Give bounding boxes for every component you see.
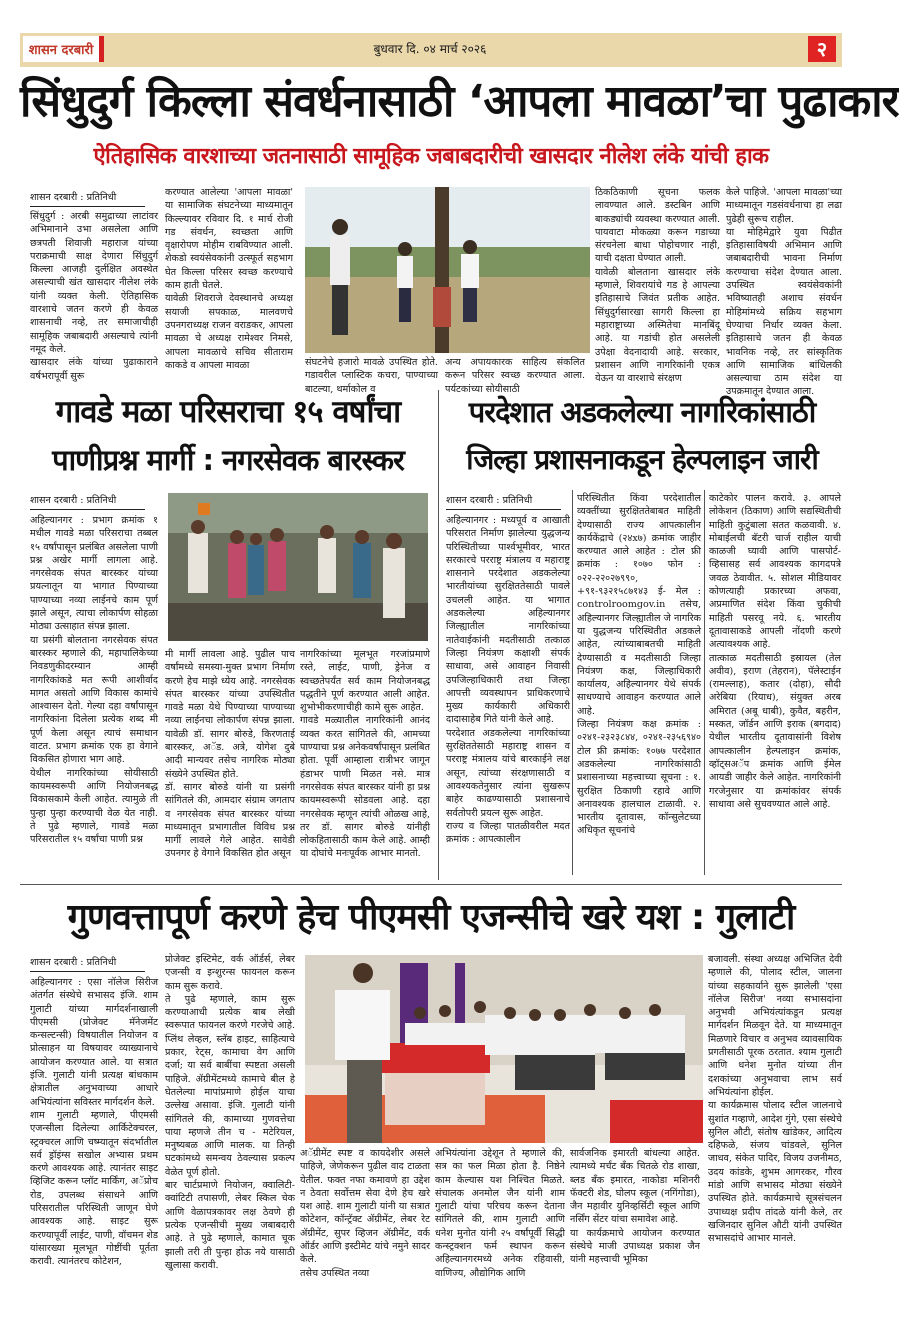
article1-col6: केले पाहिजे. 'आपला मावळा'च्या माध्यमातून गडसंवर्धनाचा हा लढा पुढेही सुरूच राहील. या मोहिमेद्वारे युवा पिढीत इतिहासाविषयी अभिमान आणि जबाबदारीची भावना निर्माण करण्याचा संदेश देण्यात आला. उपस्थित स्वयंसेवकांनी भविष्यातही अशाच संवर्धन मोहिमांमध्ये सक्रिय सहभाग घेण्याचा निर्धार व्यक्त केला. इतिहासाचे जतन ही केवळ भावनिक नव्हे, तर सांस्कृतिक आणि सामाजिक बांधिलकी असल्याचा ठाम संदेश या उपक्रमातून देण्यात आला. xyxy=(726,187,842,398)
article4-byline: शासन दरबारी : प्रतिनिधी xyxy=(30,955,145,972)
article2-col1: अहिल्यानगर : प्रभाग क्रमांक १ मधील गावडे मळा परिसराचा तब्बल १५ वर्षांपासून प्रलंबित असलेला पाणी प्रश्न अखेर मार्गी लागला आहे. नगरसेवक संपत बारस्कर यांच्या प्रयत्नातून या भागात पिण्याच्या पाण्याच्या नव्या लाईनचे काम पूर्ण झाले असून, त्याचा लोकार्पण सोहळा मोठ्या उत्साहात संपन्न झाला. या प्रसंगी बोलताना नगरसेवक संपत बारस्कर म्हणाले की, महापालिकेच्या निवडणुकीदरम्यान आम्ही नागरिकांकडे मत रूपी आशीर्वाद मागत असतो आणि विकास कामांचे आश्वासन देतो. गेल्या दहा वर्षांपासून नागरिकांना दिलेला प्रत्येक शब्द मी पूर्ण केला असून त्याचं समाधान वाटत. प्रभाग क्रमांक एक हा वेगाने विकसित होणारा भाग आहे. येथील नागरिकांच्या सोयीसाठी कायमस्वरूपी आणि नियोजनबद्ध विकासकामे केली आहेत. त्यामुळे ती पुन्हा पुन्हा करण्याची वेळ येत नाही. ते पुढे म्हणाले, गावडे मळा परिसरातील १५ वर्षांचा पाणी प्रश्न xyxy=(30,515,158,846)
article2-photo-inauguration xyxy=(168,493,428,641)
issue-date: बुधवार दि. ०४ मार्च २०२६ xyxy=(373,42,487,56)
article4-col2: प्रोजेक्ट इस्टिमेट, वर्क ऑर्डर्स, लेबर एजन्सी व इन्शुरन्स फायनल करून काम सुरू करावे. ते पुढे म्हणाले, काम सुरू करण्याआधी प्रत्येक बाब लेखी स्वरूपात फायनल करणे गरजेचे आहे. प्लिंथ लेव्हल, स्लॅब हाइट, साहित्याचे प्रकार, रेट्स, कामाचा वेग आणि दर्जा; या सर्व बाबींचा स्पष्टता असली पाहिजे. ॲग्रीमेंटमध्ये कामाचे बील हे घेतलेल्या मापांप्रमाणे होईल याचा उल्लेख असावा. इंजि. गुलाटी यांनी सांगितले की, कामाच्या गुणवत्तेचा पाया म्हणजे तीन च - मटेरियल, मनुष्यबळ आणि मालक. या तिन्ही घटकांमध्ये समन्वय ठेवल्यास प्रकल्प वेळेत पूर्ण होतो. बार चार्टप्रमाणे नियोजन, क्वालिटी-क्वांटिटी तपासणी, लेबर स्किल चेक आणि वेळापत्रकावर लक्ष ठेवणे ही प्रत्येक एजन्सीची मुख्य जबाबदारी आहे. ते पुढे म्हणाले, कामात चूक झाली तरी ती पुन्हा होऊ नये यासाठी खुलासा करावी. xyxy=(165,954,295,1271)
article3-col2: परिस्थितीत किंवा परदेशातील व्यक्तींच्या सुरक्षिततेबाबत माहिती देण्यासाठी राज्य आपत्कालीन कार्यकेंद्राचे (२४x७) क्रमांक जाहीर करण्यात आले आहेत : टोल फ्री क्रमांक : १०७० फोन : ०२२-२२०२७९९०, +९१-९३२१५८७१४३ ई- मेल : controlroomgov.in तसेच, अहिल्यानगर जिल्ह्यातील जे नागरिक या युद्धजन्य परिस्थितीत अडकले आहेत, त्यांच्याबाबतची माहिती देण्यासाठी व मदतीसाठी जिल्हा नियंत्रण कक्ष, जिल्हाधिकारी कार्यालय, अहिल्यानगर येथे संपर्क साधण्याचे आवाहन करण्यात आले आहे. जिल्हा नियंत्रण कक्ष क्रमांक : ०२४१-२३२३८४४, ०२४१-२३५६९४० टोल फ्री क्रमांक: १०७७ परदेशात अडकलेल्या नागरिकांसाठी प्रशासनाच्या महत्त्वाच्या सूचना : १. सुरक्षित ठिकाणी रहावे आणि अनावश्यक हालचाल टाळावी. २. भारतीय दूतावास, कॉन्सुलेटच्या अधिकृत सूचनांचे xyxy=(577,493,701,837)
article4-headline: गुणवत्तापूर्ण करणे हेच पीएमसी एजन्सीचे खरे यश : गुलाटी xyxy=(67,897,795,938)
article1-byline: शासन दरबारी : प्रतिनिधी xyxy=(30,190,145,207)
article1-headline: सिंधुदुर्ग किल्ला संवर्धनासाठी ‘आपला मावळा’चा पुढाकार xyxy=(20,76,899,127)
article4-col3: अॅग्रीमेंट स्पष्ट व कायदेशीर असले पाहिजे, जेणेकरून पुढील वाद टाळता येतील. फक्त नफा कमावणे हा उद्देश न ठेवता सर्वोत्तम सेवा देणे हेच खरे यश आहे. शाम गुलाटी यांनी या सत्रात कोटेशन, कॉन्ट्रॅक्ट ॲग्रीमेंट, लेबर रेट ॲग्रीमेंट, सुपर व्हिजन ॲग्रीमेंट, वर्क ऑर्डर आणि इस्टीमेट यांचे नमुने सादर केले. तसेच उपस्थित नव्या xyxy=(300,1148,430,1279)
article1-subheadline: ऐतिहासिक वारशाच्या जतनासाठी सामूहिक जबाबदारीची खासदार नीलेश लंके यांची हाक xyxy=(93,144,769,169)
article3-headline-line1: परदेशात अडकलेल्या नागरिकांसाठी xyxy=(468,395,816,429)
article4-col5: सार्वजनिक इमारती बांधल्या आहेत. त्यामध्ये मर्चंट बँक चितळे रोड शाखा, ब्लड बँक इमारत, नाकोडा मशिनरी फॅक्टरी शेड, घोलप स्कूल (नगिंगोडा), जैन महावीर युनिव्हर्सिटी स्कूल आणि नर्सिंग सेंटर यांचा समावेश आहे. या कार्यक्रमाचे आयोजन करण्यात संस्थेचे माजी उपाध्यक्ष प्रकाश जैन यांनी महत्त्वाची भूमिका xyxy=(570,1148,700,1266)
article2-col3: नागरिकांच्या मूलभूत गरजांप्रमाणे रस्ते, लाईट, पाणी, ड्रेनेज व स्वच्छतेपर्यंत सर्व काम नियोजनबद्ध पद्धतीने पूर्ण करण्यात आली आहेत. शुभोभीकरणाचीही कामे सुरू आहेत. गावडे मळ्यातील नागरिकांनी आनंद व्यक्त करत सांगितले की, आमच्या पाण्याचा प्रश्न अनेकवर्षांपासून प्रलंबित होता. पूर्वी आम्हाला रात्रीभर जागून हंडाभर पाणी मिळत नसे. मात्र नगरसेवक संपत बारस्कर यांनी हा प्रश्न कायमस्वरूपी सोडवला आहे. दहा नगरसेवक म्हणून त्यांची ओळख आहे, तर डॉ. सागर बोरुडे यांनीही लोकहितासाठी काम केले आहे. आम्ही या दोघांचे मनःपूर्वक आभार मानतो. xyxy=(300,649,430,860)
article2-col2: मी मार्गी लावला आहे. पुढील पाच वर्षांमध्ये समस्या-मुक्त प्रभाग निर्माण करणे हेच माझे ध्येय आहे. नगरसेवक संपत बारस्कर यांच्या उपस्थितीत गावडे मळा येथे पिण्याच्या पाण्याच्या नव्या लाईनचा लोकार्पण संपन्न झाला. यावेळी डॉ. सागर बोरुडे, किरणताई बारस्कर, अॅड. अत्रे, योगेश दुबे आदी मान्यवर तसेच नागरिक मोठ्या संख्येने उपस्थित होते. डॉ. सागर बोरुडे यांनी या प्रसंगी सांगितले की, आमदार संग्राम जगताप व नगरसेवक संपत बारस्कर यांच्या माध्यमातून प्रभागातील विविध प्रश्न मार्गी लावले गेले आहेत. सावेडी उपनगर हे वेगाने विकसित होत असून xyxy=(165,649,295,860)
article4-col6: बजावली. संस्था अध्यक्ष अभिजित देवी म्हणाले की, पोलाद स्टील, जालना यांच्या सहकार्याने सुरू झालेली 'एसा नॉलेज सिरीज' नव्या सभासदांना अनुभवी अभियंत्यांकडून प्रत्यक्ष मार्गदर्शन मिळवून देते. या माध्यमातून मिळणारे विचार व अनुभव व्यावसायिक प्रगतीसाठी पूरक ठरतात. श्याम गुलाटी आणि धनेश मुनोत यांच्या तीन दशकांच्या अनुभवाचा लाभ सर्व अभियंत्यांना होईल. या कार्यक्रमास पोलाद स्टील जालनाचे सुशांत गव्हाणे, आदेश गुंगे, एसा संस्थेचे सुनिल औटी, संतोष खांडेकर, आदित्य दहिफळे, संजय चांडवले, सुनिल जाधव, संकेत पादिर, विजय उजनीमठ, उदय कांडके, शुभम आगरकर, गौरव मांडो आणि सभासद मोठ्या संख्येने उपस्थित होते. कार्यक्रमाचे सूत्रसंचलन उपाध्यक्ष प्रदीप तांदळे यांनी केले, तर खजिनदार सुनिल औटी यांनी उपस्थित सभासदांचे आभार मानले. xyxy=(708,954,842,1245)
column-divider xyxy=(704,490,705,875)
article1-col2: करण्यात आलेल्या 'आपला मावळा' या सामाजिक संघटनेच्या माध्यमातून किल्ल्यावर रविवार दि. १ मार्च रोजी गड संवर्धन, स्वच्छता आणि वृक्षारोपण मोहीम राबविण्यात आली. शेकडो स्वयंसेवकांनी उत्स्फूर्त सहभाग घेत किल्ला परिसर स्वच्छ करण्याचे काम हाती घेतले. यावेळी शिवराजे देवस्थानचे अध्यक्ष सयाजी सपकाळ, मालवणचे उपनगराध्यक्ष राजन वराडकर, आपला मावळा चे अध्यक्ष रामेश्वर निमसे, आपला मावळाचे सचिव सीताराम काकडे व आपला मावळा xyxy=(165,187,293,371)
article1-col4: अन्य अपायकारक साहित्य संकलित करून परिसर स्वच्छ करण्यात आला. पर्यटकांच्या सोयीसाठी xyxy=(445,357,585,395)
article1-photo-fort-cleanup xyxy=(305,187,590,353)
article2-byline: शासन दरबारी : प्रतिनिधी xyxy=(30,493,145,510)
page-number: २ xyxy=(808,36,836,62)
column-divider xyxy=(438,390,439,880)
article2-headline-line1: गावडे मळा परिसराचा १५ वर्षांचा xyxy=(55,394,401,430)
article1-col5: ठिकठिकाणी सूचना फलक लावण्यात आले. डस्टबिन आणि बाकड्यांची व्यवस्था करण्यात आली. पायवाटा मोकळ्या करून गडाच्या संरचनेला बाधा पोहोचणार नाही, याची दक्षता घेण्यात आली. यावेळी बोलताना खासदार लंके म्हणाले, शिवरायांचे गड हे आपल्या इतिहासाचे जिवंत प्रतीक आहेत. सिंधुदुर्गसारखा सागरी किल्ला हा महाराष्ट्राच्या अस्मितेचा मानबिंदू आहे. या गडांची होत असलेली उपेक्षा वेदनादायी आहे. सरकार, प्रशासन आणि नागरिकांनी एकत्र येऊन या वारशाचे संरक्षण xyxy=(595,187,720,385)
section-divider xyxy=(20,884,842,885)
article4-col4: अभियंत्यांना उद्देशून ते म्हणाले की, सत्र का फल मिळा होता है. निष्ठेने काम केल्यास यश निश्चित मिळते. संचालक अनमोल जैन यांनी शाम गुलाटी यांचा परिचय करून देताना सांगितले की, शाम गुलाटी आणि धनेश मुनोत यांनी २५ वर्षांपूर्वी सिद्धी कन्स्ट्रक्शन फर्म स्थापन करून अहिल्यानगरमध्ये अनेक रहिवासी, वाणिज्य, औद्योगिक आणि xyxy=(435,1148,565,1279)
article3-headline-line2: जिल्हा प्रशासनाकडून हेल्पलाइन जारी xyxy=(466,443,818,476)
article4-col1: अहिल्यानगर : एसा नॉलेज सिरीज अंतर्गत संस्थेचे सभासद इंजि. शाम गुलाटी यांच्या मार्गदर्शनाखाली पीएमसी (प्रोजेक्ट मॅनेजमेंट कन्सल्टन्सी) विषयातील नियोजन व प्रोत्साहन या विषयावर व्याख्यानाचे आयोजन करण्यात आले. या सत्रात इंजि. गुलाटी यांनी प्रत्यक्ष बांधकाम क्षेत्रातील अनुभवाच्या आधारे अभियंत्यांना सविस्तर मार्गदर्शन केले. शाम गुलाटी म्हणाले, पीएमसी एजन्सीला दिलेल्या आर्किटेक्चरल, स्ट्रक्चरल आणि चष्म्यातून संदर्भातील सर्व ड्रॉइंग्स सखोल अभ्यास प्रथम करणे आवश्यक आहे. त्यानंतर साइट व्हिजिट करून प्लॉट मार्किंग, अॅप्रोच रोड, उपलब्ध संसाधने आणि परिसरातील परिस्थिती जाणून घेणे आवश्यक आहे. साइट सुरू करण्यापूर्वी लाईट, पाणी, वॉचमन शेड यांसारख्या मूलभूत गोष्टींची पूर्तता करावी. त्यानंतरच कोटेशन, xyxy=(30,977,158,1268)
article1-col1: सिंधुदुर्ग : अरबी समुद्राच्या लाटांवर अभिमानाने उभा असलेला आणि छत्रपती शिवाजी महाराज यांच्या पराक्रमाची साक्ष देणारा सिंधुदुर्ग किल्ला आजही दुर्लक्षित अवस्थेत असल्याची खंत खासदार नीलेश लंके यांनी व्यक्त केली. ऐतिहासिक वारशाचे जतन करणे ही केवळ शासनाची नव्हे, तर समाजाचीही सामूहिक जबाबदारी असल्याचे त्यांनी नमूद केले. खासदार लंके यांच्या पुढाकाराने वर्षभरापूर्वी सुरू xyxy=(30,211,158,382)
article3-byline: शासन दरबारी : प्रतिनिधी xyxy=(446,493,561,510)
article3-col3: काटेकोर पालन करावे. ३. आपले लोकेशन (ठिकाण) आणि सद्यस्थितीची माहिती कुटुंबाला सतत कळवावी. ४. मोबाईलची बॅटरी चार्ज राहील याची काळजी घ्यावी आणि पासपोर्ट-व्हिसासह सर्व आवश्यक कागदपत्रे जवळ ठेवावीत. ५. सोशल मीडियावर कोणत्याही प्रकारच्या अफवा, अप्रमाणित संदेश किंवा चुकीची माहिती पसरवू नये. ६. भारतीय दूतावासाकडे आपली नोंदणी करणे अत्यावश्यक आहे. तात्काळ मदतीसाठी इस्रायल (तेल अवीव), इराण (तेहरान), पॅलेस्टाईन (रामल्लाह), कतार (दोहा), सौदी अरेबिया (रियाध), संयुक्त अरब अमिरात (अबू धाबी), कुवैत, बहरीन, मस्कत, जॉर्डन आणि इराक (बगदाद) येथील भारतीय दूतावासांनी विशेष आपत्कालीन हेल्पलाइन क्रमांक, व्हॉट्सअॅप क्रमांक आणि ईमेल आयडी जाहीर केले आहेत. नागरिकांनी गरजेनुसार या क्रमांकांवर संपर्क साधावा असे सुचवण्यात आले आहे. xyxy=(709,493,841,810)
newspaper-logo: शासन दरबारी xyxy=(23,36,104,62)
column-divider xyxy=(572,490,573,875)
article4-photo-lecture xyxy=(305,955,703,1143)
article3-col1: अहिल्यानगर : मध्यपूर्व व आखाती परिसरात निर्माण झालेल्या युद्धजन्य परिस्थितीच्या पार्श्वभूमीवर, भारत सरकारचे परराष्ट्र मंत्रालय व महाराष्ट्र शासनाने परदेशात अडकलेल्या भारतीयांच्या सुरक्षिततेसाठी पावले उचलली आहेत. या भागात अडकलेल्या अहिल्यानगर जिल्ह्यातील नागरिकांच्या नातेवाईकांनी मदतीसाठी तत्काळ जिल्हा नियंत्रण कक्षाशी संपर्क साधावा, असे आवाहन निवासी उपजिल्हाधिकारी तथा जिल्हा आपत्ती व्यवस्थापन प्राधिकरणाचे मुख्य कार्यकारी अधिकारी दादासाहेब गिते यांनी केले आहे. परदेशात अडकलेल्या नागरिकांच्या सुरक्षिततेसाठी महाराष्ट्र शासन व परराष्ट्र मंत्रालय यांचे बारकाईने लक्ष असून, त्यांच्या संरक्षणासाठी व आवश्यकतेनुसार त्यांना सुखरूप बाहेर काढण्यासाठी प्रशासनाचे सर्वतोपरी प्रयत्न सुरू आहेत. राज्य व जिल्हा पातळीवरील मदत क्रमांक : आपत्कालीन xyxy=(446,515,570,846)
article1-col3: संघटनेचे हजारो मावळे उपस्थित होते. गडावरील प्लास्टिक कचरा, पाण्याच्या बाटल्या, थर्माकोल व xyxy=(305,357,438,395)
article2-headline-line2: पाणीप्रश्न मार्गी : नगरसेवक बारस्कर xyxy=(52,443,404,477)
